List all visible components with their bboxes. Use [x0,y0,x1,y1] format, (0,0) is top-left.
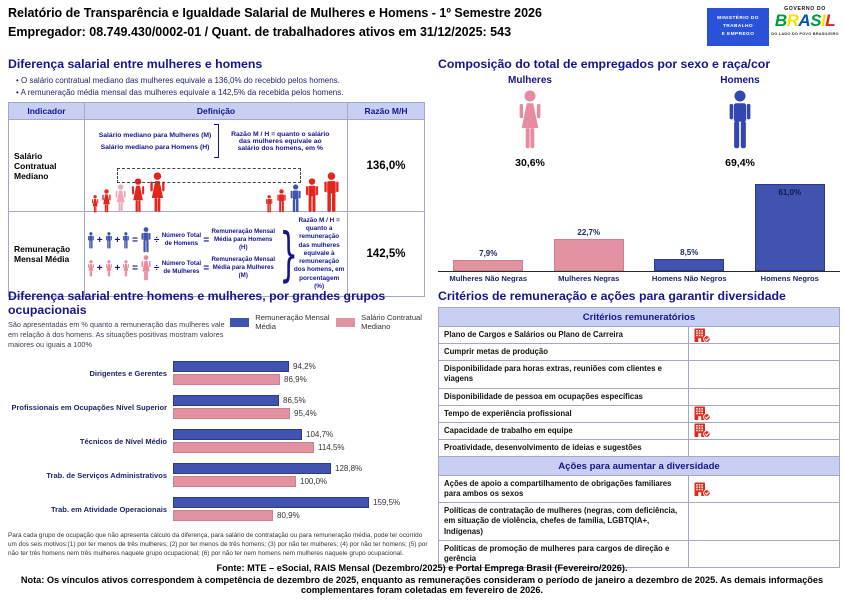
brasil-letter: A [798,11,811,30]
mte-logo-line: MINISTÉRIO DO [717,15,759,21]
criteria-row [439,327,839,344]
men-label: Homens [720,75,760,86]
company-check-icon [694,328,711,343]
occupational-section [8,289,432,558]
ratio-note: Razão M / H = quanto a remuneração das mulheres equivale à remuneração dos homens, em porcentagem (%) [293,216,345,291]
salary-gap-title: Diferença salarial entre mulheres e homens [8,57,263,71]
legend-chip [230,318,249,327]
women-percent: 30,6% [515,157,545,169]
bar [173,463,331,474]
man-icon [726,90,754,150]
operator-plus: + [114,262,121,274]
men-figure-block [685,75,795,169]
category-label: Profissionais em Ocupações Nível Superior [11,402,167,412]
bar [173,476,296,487]
category-label: Trab. em Atividade Operacionais [50,504,167,514]
governo-do-text: GOVERNO DO [784,6,826,12]
criteria-section-header: Ações para aumentar a diversidade [439,457,839,476]
mte-logo [707,8,769,46]
criteria-label: Ações de apoio a compartilhamento de obrigações familiares para ambos os sexos [439,476,689,502]
bar [173,442,314,453]
woman-figure-icon [91,195,99,213]
bar [173,395,279,406]
criteria-status-cell [689,503,839,539]
woman-figure-icon [114,184,127,213]
ratio-note: Razão M / H = quanto o salário das mulheres equivale ao salário dos homens, em % [231,130,330,152]
man-figure-icon [289,184,302,213]
man-figure-icon [276,189,287,213]
brasil-wordmark [770,12,840,30]
ratio-value: 136,0% [366,159,406,172]
bracket-shape [214,124,219,158]
bar-value-label: 159,5% [373,498,401,508]
criteria-label: Plano de Cargos e Salários ou Plano de Carreira [439,327,689,343]
brasil-letter: S [810,11,822,30]
table-row [9,120,424,212]
col-indicador: Indicador [9,103,85,119]
criteria-section-header: Critérios remuneratórios [439,308,839,327]
operator-divide: ÷ [153,234,160,246]
bar-value-label: 8,5% [680,248,699,257]
brasil-letter: I [821,11,826,30]
operator-plus: + [96,234,103,246]
criteria-label: Proatividade, desenvolvimento de ideias e sugestões [439,440,689,456]
brasil-letter: L [825,11,836,30]
brasil-letter: B [774,11,787,30]
bullet-item: • O salário contratual mediano das mulheres equivale a 136,0% do recebido pelos homens. [16,76,428,85]
bar-value-label: 61,0% [778,188,802,197]
criteria-label: Disponibilidade para horas extras, reuniões com clientes e viagens [439,361,689,387]
woman-icon [516,90,544,150]
indicator-name: Remuneração Mensal Média [9,212,85,296]
composition-axis-labels [438,274,840,283]
woman-figure-icon [105,260,113,277]
woman-figure-icon [101,189,112,213]
bar-value-label: 95,4% [294,409,317,419]
criteria-row [439,361,839,388]
criteria-status-cell [689,476,839,502]
mte-logo-line: E EMPREGO [721,32,755,38]
bar-value-label: 80,9% [277,511,300,521]
category-label: Trab. de Serviços Administrativos [46,470,167,480]
man-figure-icon [265,195,273,213]
criteria-row [439,389,839,406]
occupational-bar-chart [8,361,432,522]
category-label: Técnicos de Nível Médio [79,436,167,446]
page-title: Relatório de Transparência e Igualdade Salarial de Mulheres e Homens - 1º Semestre 2026 [8,6,542,20]
col-definicao: Definição [85,103,348,119]
occupational-bar-group [8,361,432,386]
composition-bar-column [438,249,539,271]
criteria-row [439,476,839,503]
bar-value-label: 22,7% [577,228,601,237]
bar-value-label: 128,8% [335,464,363,474]
occupational-bar-group [8,429,432,454]
axis-category-label: Mulheres Não Negras [449,274,528,283]
composition-bar-column [539,228,640,271]
man-figure-icon [105,232,113,249]
occupational-bar-group [8,463,432,488]
axis-category-label: Mulheres Negras [558,274,620,283]
woman-figure-icon [87,260,95,277]
criteria-status-cell [689,406,839,422]
operator-plus: + [96,262,103,274]
men-percent: 69,4% [725,157,755,169]
indicator-table [8,102,425,297]
formula-divisor: Número Total de Homens [161,232,202,247]
axis-category-label: Homens Negros [760,274,819,283]
occupational-subtitle: São apresentadas em % quanto a remuneração das mulheres vale em relação à dos homens. As situações positivas mostram valores maiores ou iguais a 100% [8,320,225,350]
col-razao: Razão M/H [364,106,408,116]
criteria-status-cell [689,389,839,405]
women-average-formula [87,255,275,281]
women-figure-block [475,75,585,169]
criteria-row [439,406,839,423]
company-check-icon [694,482,711,497]
legend-label: Remuneração Mensal Média [255,313,330,331]
composition-bar-column [740,184,841,271]
criteria-label: Cumprir metas de produção [439,344,689,360]
criteria-label: Tempo de experiência profissional [439,406,689,422]
bar-value-label: 7,9% [479,249,498,258]
criteria-status-cell [689,361,839,387]
formula-result: Remuneração Mensal Média para Mulheres (M) [211,256,276,279]
criteria-label: Capacidade de trabalho em equipe [439,423,689,439]
operator-plus: + [114,234,121,246]
indicator-table-header [9,103,424,120]
legend-label: Salário Contratual Mediano [361,313,422,331]
occupational-title: Diferença salarial entre homens e mulheres, por grandes grupos ocupacionais [8,289,386,317]
mte-logo-line: TRABALHO [722,23,754,29]
bar [654,259,724,271]
man-figure-icon [140,227,152,253]
bar-value-label: 100,0% [300,477,328,487]
salary-gap-bullets [8,76,428,97]
bar [554,239,624,271]
median-pictogram [87,161,345,213]
occupational-bar-group [8,395,432,420]
bar [453,260,523,271]
bar [173,408,290,419]
criteria-row [439,440,839,457]
criteria-label: Políticas de contratação de mulheres (negras, com deficiência, em situação de violência, chefes de família, LGBTQIA+, Indígenas) [439,503,689,539]
criteria-section [438,289,840,568]
ratio-value: 142,5% [366,248,406,260]
bar [173,510,273,521]
criteria-row [439,423,839,440]
criteria-title: Critérios de remuneração e ações para garantir diversidade [438,289,786,303]
chart-legend [230,313,432,331]
bar [173,429,302,440]
bar [173,374,280,385]
man-figure-icon [87,232,95,249]
employer-line: Empregador: 08.749.430/0002-01 / Quant. de trabalhadores ativos em 31/12/2025: 543 [8,25,512,39]
gov-tagline: DO LADO DO POVO BRASILEIRO [771,30,839,36]
operator-divide: ÷ [153,262,160,274]
operator-equals: = [132,262,138,274]
company-check-icon [694,406,711,421]
criteria-row [439,344,839,361]
composition-bar-chart [438,182,840,272]
composition-section [438,57,840,289]
criteria-status-cell [689,423,839,439]
legend-chip [336,318,355,327]
report-footer [0,563,844,595]
man-figure-icon [122,232,130,249]
criteria-status-cell [689,440,839,456]
bar-value-label: 104,7% [306,430,334,440]
salary-gap-section [8,57,428,297]
man-figure-icon [304,178,320,213]
indicator-name: Salário Contratual Mediano [9,120,85,211]
men-average-formula [87,227,275,253]
criteria-table [438,307,840,568]
def-line: Salário mediano para Homens (H) [100,143,210,151]
operator-equals: = [203,234,210,246]
woman-figure-icon [140,255,152,281]
occupational-bar-group [8,497,432,522]
company-check-icon [694,423,711,438]
composition-title: Composição do total de empregados por sexo e raça/cor [438,57,771,71]
bar [755,184,825,271]
bar [173,361,289,372]
governo-brasil-logo [770,6,840,48]
criteria-status-cell [689,327,839,343]
indicator-definition [85,212,348,296]
def-line: Salário mediano para Mulheres (M) [98,131,212,139]
median-dashed-box [117,168,301,183]
table-row [9,212,424,296]
woman-figure-icon [130,178,146,213]
bar-value-label: 94,2% [293,362,316,372]
criteria-row [439,503,839,540]
source-line: Fonte: MTE – eSocial, RAIS Mensal (Dezembro/2025) e Portal Emprega Brasil (Fevereiro/2026). [216,563,628,573]
occupational-footnote: Para cada grupo de ocupação que não apresenta cálculo da diferença, para salário de contratação ou para remuneração média, pode ter ocorrido um dos seis motivos:(1) por ter menos de três mulheres; (2) por ter menos de três homens; (3) por não ter mulheres; (4) por não ter homens; (5) por não ter três homens nem três mulheres naquele grupo ocupacional; (6) por não ter nem homens nem mulheres naquele grupo ocupacional. [8,531,428,558]
operator-equals: = [132,234,138,246]
operator-equals: = [203,262,210,274]
man-figure-icon [322,172,341,213]
formula-divisor: Número Total de Mulheres [161,260,202,275]
woman-figure-icon [122,260,130,277]
bar-value-label: 86,9% [284,375,307,385]
bullet-item: • A remuneração média mensal das mulheres equivale a 142,5% da recebida pelos homens. [16,88,428,97]
composition-bar-column [639,248,740,271]
women-label: Mulheres [508,75,552,86]
bar-value-label: 114,5% [318,443,345,453]
criteria-label: Políticas de promoção de mulheres para cargos de direção e gerência [439,541,689,567]
axis-category-label: Homens Não Negros [651,274,727,283]
category-label: Dirigentes e Gerentes [89,368,167,378]
criteria-status-cell [689,344,839,360]
bar [173,497,369,508]
indicator-definition [85,120,348,211]
criteria-label: Disponibilidade de pessoa em ocupações específicas [439,389,689,405]
brace-shape: } [279,220,299,288]
brasil-letter: R [786,11,799,30]
formula-result: Remuneração Mensal Média para Homens (H) [211,228,276,251]
bar-value-label: 86,5% [283,396,306,406]
note-line: Nota: Os vínculos ativos correspondem à competência de dezembro de 2025, enquanto as remunerações consideram o período de janeiro a dezembro de 2025. As demais informações complementares foram coletadas em fevereiro de 2026. [20,575,824,595]
